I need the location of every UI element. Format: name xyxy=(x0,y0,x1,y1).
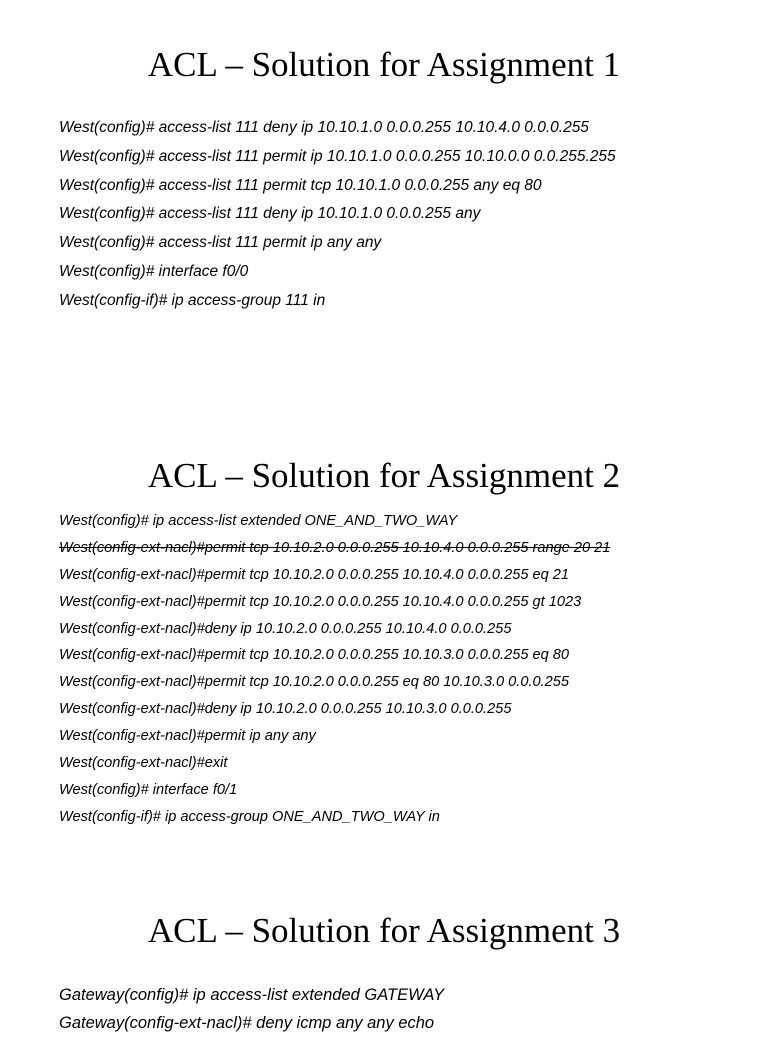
command-line: West(config-ext-nacl)#permit tcp 10.10.2.0 0.0.0.255 10.10.4.0 0.0.0.255 eq 21 xyxy=(59,566,570,583)
command-line: Gateway(config-ext-nacl)# deny icmp any any echo xyxy=(59,1014,435,1032)
command-line: West(config-ext-nacl)#deny ip 10.10.2.0 0.0.0.255 10.10.4.0 0.0.0.255 xyxy=(59,620,512,637)
assignment-3-commands xyxy=(59,981,759,1037)
command-line: West(config)# access-list 111 permit ip any any xyxy=(59,234,382,252)
command-line: West(config-ext-nacl)#permit tcp 10.10.2.0 0.0.0.255 10.10.4.0 0.0.0.255 gt 1023 xyxy=(59,593,582,610)
assignment-2-commands xyxy=(59,508,759,831)
command-line: West(config)# interface f0/0 xyxy=(59,262,249,280)
command-line: West(config)# interface f0/1 xyxy=(59,781,238,798)
command-line: West(config-ext-nacl)#exit xyxy=(59,755,228,772)
command-line: West(config)# access-list 111 deny ip 10.10.1.0 0.0.0.255 10.10.4.0 0.0.0.255 xyxy=(59,119,589,136)
command-line: West(config-ext-nacl)#permit tcp 10.10.2.0 0.0.0.255 eq 80 10.10.3.0 0.0.0.255 xyxy=(59,674,570,691)
assignment-1-title: ACL – Solution for Assignment 1 xyxy=(147,45,621,84)
command-line: Gateway(config)# ip access-list extended GATEWAY xyxy=(59,986,445,1004)
assignment-2-title: ACL – Solution for Assignment 2 xyxy=(147,456,621,495)
command-line: West(config-ext-nacl)#deny ip 10.10.2.0 0.0.0.255 10.10.3.0 0.0.0.255 xyxy=(59,701,512,718)
assignment-3-title: ACL – Solution for Assignment 3 xyxy=(147,911,621,950)
command-line: West(config-if)# ip access-group 111 in xyxy=(59,291,326,309)
struck-command-line: West(config-ext-nacl)#permit tcp 10.10.2.0 0.0.0.255 10.10.4.0 0.0.0.255 range 20 21 xyxy=(59,539,611,556)
command-line: West(config)# access-list 111 permit tcp 10.10.1.0 0.0.0.255 any eq 80 xyxy=(59,176,542,194)
command-line: West(config-if)# ip access-group ONE_AND_TWO_WAY in xyxy=(59,808,440,825)
command-line: West(config-ext-nacl)#permit ip any any xyxy=(59,728,316,745)
command-line: West(config)# access-list 111 deny ip 10.10.1.0 0.0.0.255 any xyxy=(59,205,481,223)
command-line: West(config)# access-list 111 permit ip 10.10.1.0 0.0.0.255 10.10.0.0 0.0.255.255 xyxy=(59,147,616,165)
assignment-1-commands xyxy=(59,114,759,316)
command-line: West(config-ext-nacl)#permit tcp 10.10.2.0 0.0.0.255 10.10.3.0 0.0.0.255 eq 80 xyxy=(59,647,570,664)
command-line: West(config)# ip access-list extended ONE_AND_TWO_WAY xyxy=(59,513,458,529)
